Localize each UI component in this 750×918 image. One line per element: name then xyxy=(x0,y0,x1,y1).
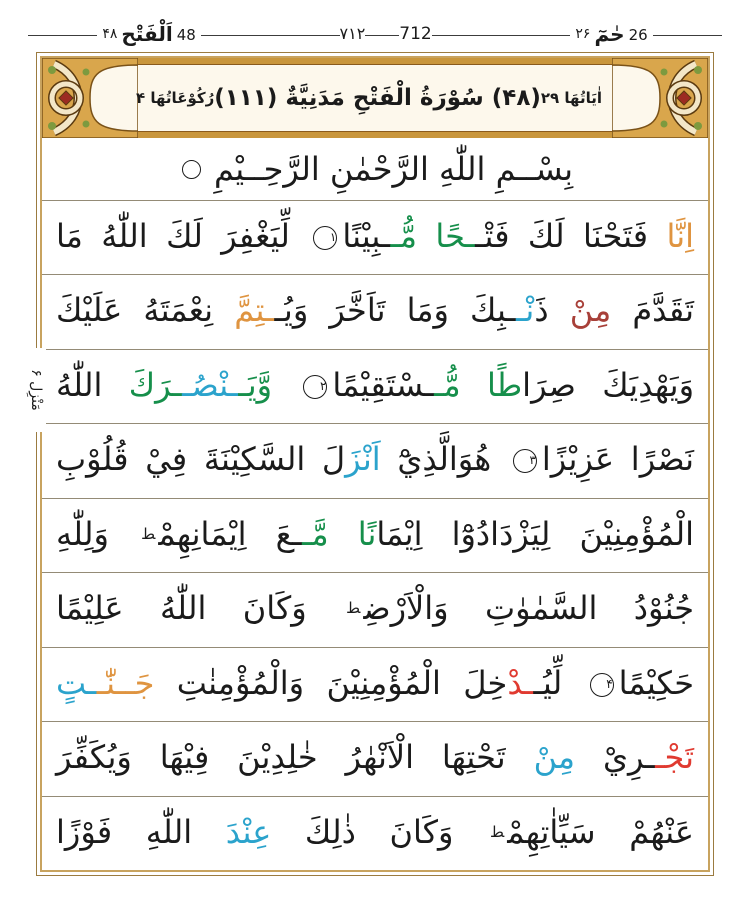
verses-count-label: اٰيَاتُهَا ۲۹ xyxy=(540,89,602,107)
quran-text-segment: ـسْتَقِيْمًا xyxy=(332,365,435,404)
quran-lines xyxy=(42,200,708,870)
quran-text-segment: جُنُوْدُ السَّمٰوٰتِ وَالْاَرْضِ xyxy=(363,589,695,628)
rukus-count-label: رُكُوْعَاتُهَا ۴ xyxy=(136,89,215,107)
juz-number-western: 26 xyxy=(628,26,648,44)
quran-line xyxy=(42,349,708,423)
quran-text-segment: نْـ xyxy=(516,291,535,330)
quran-text-segment xyxy=(272,366,298,404)
ayah-number-circle: ۲ xyxy=(303,375,327,399)
rule-line xyxy=(365,35,399,36)
ayah-number-circle: ۴ xyxy=(590,673,614,697)
quran-text-segment: اللّٰهُ xyxy=(56,365,129,404)
page-number-urdu: ۷۱۲ xyxy=(339,24,366,43)
running-head xyxy=(28,12,722,44)
quran-text-segment: خِلَ الْمُؤْمِنِيْنَ وَالْمُؤْمِنٰتِ xyxy=(154,663,508,702)
quran-text-segment: تَقَدَّمَ xyxy=(611,291,695,330)
quran-text-segment: اللّٰهِ فَوْزًا xyxy=(56,812,226,851)
quran-text-segment: ذَ xyxy=(534,291,570,330)
quran-text-segment: نِعْمَتَهُ عَلَيْكَ xyxy=(56,291,235,330)
ayah-number-circle: ۱ xyxy=(313,226,337,250)
quran-text-segment: مُّـ xyxy=(390,217,417,255)
bismillah-text: بِسْــمِ اللّٰهِ الرَّحْمٰنِ الرَّحِــيْمِ xyxy=(213,150,574,188)
quran-text-segment: ـتِمَّ xyxy=(234,291,275,330)
surah-name-header: اَلْفَتْح xyxy=(121,22,173,46)
quran-text-segment: اَنْزَ xyxy=(345,440,381,479)
quran-text-segment: ـدْ xyxy=(507,663,534,702)
page-number-western: 712 xyxy=(399,24,432,44)
quran-text-segment: ـنْصُـ xyxy=(182,365,239,404)
quran-line xyxy=(42,423,708,497)
surah-number-urdu: ۴۸ xyxy=(102,26,118,42)
quran-text-segment: وَيَهْدِيَكَ صِرَا xyxy=(522,365,695,404)
quran-text-segment: ـبِكَ وَمَا تَاَخَّرَ وَيُـ xyxy=(274,291,517,330)
quran-text-segment: تَجْـ xyxy=(655,738,695,777)
quran-text-segment: اِنَّا xyxy=(666,217,695,255)
title-cartouche xyxy=(138,58,612,138)
quran-text-segment: لَ السَّكِيْنَةَ فِيْ قُلُوْبِ xyxy=(56,440,346,479)
quran-line xyxy=(42,498,708,572)
surah-title: (۴۸) سُوْرَةُ الْفَتْحِ مَدَنِيَّةٌ (۱۱۱) xyxy=(214,85,541,111)
juz-name-header: حٰمٓ xyxy=(594,22,625,46)
waqf-mark: ط xyxy=(141,524,156,543)
juz-corner xyxy=(570,22,652,44)
quran-text-segment xyxy=(329,515,358,553)
bismillah-line xyxy=(42,138,708,200)
quran-text-segment: ـعَ اِيْمَانِهِمْ xyxy=(158,514,303,553)
waqf-mark: ط xyxy=(489,822,505,841)
surah-corner xyxy=(97,22,200,44)
quran-text-segment: لِّيُـ xyxy=(533,663,585,702)
quran-text-segment: ـحًا xyxy=(435,217,476,255)
corner-ornament-right xyxy=(612,58,708,138)
quran-text-segment: عِنْدَ xyxy=(225,812,272,851)
corner-ornament-left xyxy=(42,58,138,138)
rule-line xyxy=(653,35,722,36)
quran-text-segment: وَّيَـ xyxy=(238,365,273,404)
quran-text-segment: حَكِيْمًا xyxy=(618,663,695,702)
quran-text-segment: مِنْ xyxy=(569,291,612,330)
quran-text-segment: مُّـ xyxy=(434,365,461,404)
bismillah-end-circle-icon xyxy=(182,160,201,179)
juz-number-urdu: ۲۶ xyxy=(575,26,591,42)
quran-text-segment: عَنْهُمْ سَيِّاٰتِهِمْ xyxy=(507,812,694,851)
quran-text-segment: لِّيَغْفِرَ لَكَ اللّٰهُ مَا xyxy=(56,217,309,255)
quran-text-segment: نًا xyxy=(357,514,377,553)
quran-text-segment: تَحْتِهَا الْاَنْهٰرُ خٰلِدِيْنَ فِيْهَا وَيُكَفِّرَ xyxy=(56,738,534,777)
quran-text-segment: مِنْ xyxy=(533,738,576,777)
quran-text-segment: ـتٍ xyxy=(56,663,97,702)
ayah-number-circle: ۳ xyxy=(513,449,537,473)
quran-text-segment: هُوَالَّذِيْٓ xyxy=(380,440,508,479)
rule-line xyxy=(432,35,571,36)
waqf-mark: ط xyxy=(346,599,361,618)
quran-text-segment: ـرِيْ xyxy=(575,738,656,777)
title-cartouche-texts xyxy=(136,65,610,131)
quran-text-segment: الْمُؤْمِنِيْنَ لِيَزْدَادُوْٓا اِيْمَا xyxy=(376,514,695,553)
quran-text-segment: فَتَحْنَا لَكَ فَتْـ xyxy=(475,217,667,255)
rule-line xyxy=(28,35,97,36)
rule-line xyxy=(201,35,340,36)
quran-text-segment: جَــنّٰـ xyxy=(96,663,155,702)
quran-text-segment xyxy=(461,366,487,404)
quran-line xyxy=(42,721,708,795)
page-frame-inner xyxy=(40,56,710,872)
quran-text-segment: ـرَكَ xyxy=(128,365,183,404)
arabesque-ornament-icon xyxy=(42,58,138,138)
quran-line xyxy=(42,200,708,274)
surah-title-band xyxy=(42,58,708,138)
quran-text-segment: طًا xyxy=(486,365,523,404)
manzil-margin-label: مَنْزِل ۶ xyxy=(26,348,46,432)
quran-line xyxy=(42,647,708,721)
quran-text-segment: نَصْرًا عَزِيْزًا xyxy=(541,440,695,479)
quran-text-segment: ـبِيْنًا xyxy=(342,217,391,255)
quran-line xyxy=(42,572,708,646)
quran-text-segment: وَلِلّٰهِ xyxy=(56,514,139,553)
quran-line xyxy=(42,274,708,348)
page-frame xyxy=(36,52,714,876)
surah-number-western: 48 xyxy=(176,26,196,44)
quran-text-segment: وَكَانَ اللّٰهُ عَلِيْمًا xyxy=(56,589,344,628)
quran-line xyxy=(42,796,708,870)
arabesque-ornament-icon xyxy=(612,58,708,138)
quran-text-segment: مَّـ xyxy=(302,514,329,553)
quran-text-segment xyxy=(417,217,435,255)
quran-text-segment: وَكَانَ ذٰلِكَ xyxy=(271,812,487,851)
